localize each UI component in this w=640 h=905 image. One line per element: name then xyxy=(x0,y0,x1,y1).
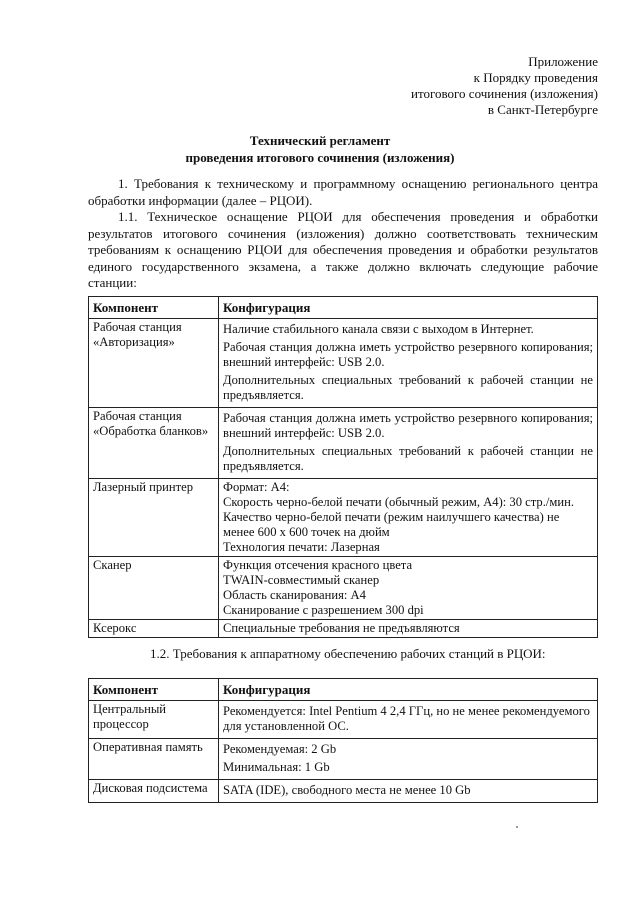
config-line: Сканирование с разрешением 300 dpi xyxy=(223,603,424,617)
config-line: Рекомендуется: Intel Pentium 4 2,4 ГГц, но не менее рекомендуемого для установленной ОС. xyxy=(223,704,590,733)
configuration-cell xyxy=(219,408,598,479)
workstations-table xyxy=(88,296,598,638)
config-line: Дополнительных специальных требований к рабочей станции не предъявляется. xyxy=(223,373,593,402)
hardware-table xyxy=(88,678,598,803)
component-cell: Оперативная память xyxy=(89,739,219,780)
column-header-configuration: Конфигурация xyxy=(219,297,598,319)
config-line: Функция отсечения красного цвета xyxy=(223,558,413,572)
config-line: Область сканирования: А4 xyxy=(223,588,366,602)
component-cell: Сканер xyxy=(89,557,219,620)
table-row xyxy=(89,479,598,557)
table-header-row xyxy=(89,297,598,319)
scan-speck xyxy=(516,826,518,828)
config-line: Технология печати: Лазерная xyxy=(223,540,380,554)
component-cell: Лазерный принтер xyxy=(89,479,219,557)
config-line: SATA (IDE), свободного места не менее 10 Gb xyxy=(223,783,471,797)
component-cell: Ксерокс xyxy=(89,620,219,638)
component-cell: Рабочая станция «Обработка бланков» xyxy=(89,408,219,479)
configuration-cell xyxy=(219,319,598,408)
configuration-cell xyxy=(219,739,598,780)
table-header-row xyxy=(89,679,598,701)
paragraph-1-1: 1.1. Техническое оснащение РЦОИ для обеспечения проведения и обработки результатов итогового сочинения (изложения) должно соответствовать техническим требованиям к оснащению РЦОИ для обеспечения проведения и обработки результатов единого государственного экзамена, а также должно включать следующие рабочие станции: xyxy=(88,209,598,290)
annex-line: к Порядку проведения xyxy=(473,70,598,85)
configuration-cell xyxy=(219,557,598,620)
document-title xyxy=(0,132,640,166)
config-line: TWAIN-совместимый сканер xyxy=(223,573,380,587)
table-row xyxy=(89,557,598,620)
configuration-cell xyxy=(219,479,598,557)
column-header-component: Компонент xyxy=(89,679,219,701)
config-line: Скорость черно-белой печати (обычный режим, А4): 30 стр./мин. xyxy=(223,495,574,509)
paragraph-1: 1. Требования к техническому и программному оснащению регионального центра обработки информации (далее – РЦОИ). xyxy=(88,176,598,208)
configuration-cell xyxy=(219,620,598,638)
annex-block xyxy=(411,54,598,118)
paragraph-1-2: 1.2. Требования к аппаратному обеспечению рабочих станций в РЦОИ: xyxy=(150,646,546,661)
config-line: Рабочая станция должна иметь устройство резервного копирования; внешний интерфейс: USB 2.0. xyxy=(223,411,593,440)
column-header-configuration: Конфигурация xyxy=(219,679,598,701)
component-cell: Рабочая станция «Авторизация» xyxy=(89,319,219,408)
config-line: Специальные требования не предъявляются xyxy=(223,621,460,635)
config-line: Формат: А4: xyxy=(223,480,290,494)
title-line-2: проведения итогового сочинения (изложения) xyxy=(185,150,455,165)
table-row xyxy=(89,701,598,739)
config-line: Наличие стабильного канала связи с выходом в Интернет. xyxy=(223,322,534,336)
annex-line: итогового сочинения (изложения) xyxy=(411,86,598,101)
config-line: Дополнительных специальных требований к рабочей станции не предъявляется. xyxy=(223,444,593,473)
config-line: Минимальная: 1 Gb xyxy=(223,760,330,774)
table-row xyxy=(89,780,598,803)
title-line-1: Технический регламент xyxy=(249,133,391,148)
column-header-component: Компонент xyxy=(89,297,219,319)
configuration-cell xyxy=(219,701,598,739)
annex-line: в Санкт-Петербурге xyxy=(487,102,598,117)
annex-line: Приложение xyxy=(528,54,598,69)
config-line: Рабочая станция должна иметь устройство резервного копирования; внешний интерфейс: USB 2.0. xyxy=(223,340,593,369)
table-row xyxy=(89,739,598,780)
table-row xyxy=(89,620,598,638)
configuration-cell xyxy=(219,780,598,803)
config-line: Рекомендуемая: 2 Gb xyxy=(223,742,337,756)
component-cell: Центральный процессор xyxy=(89,701,219,739)
component-cell: Дисковая подсистема xyxy=(89,780,219,803)
config-line: Качество черно-белой печати (режим наилучшего качества) не менее 600 х 600 точек на дюйм xyxy=(223,510,560,539)
table-row xyxy=(89,408,598,479)
table-row xyxy=(89,319,598,408)
